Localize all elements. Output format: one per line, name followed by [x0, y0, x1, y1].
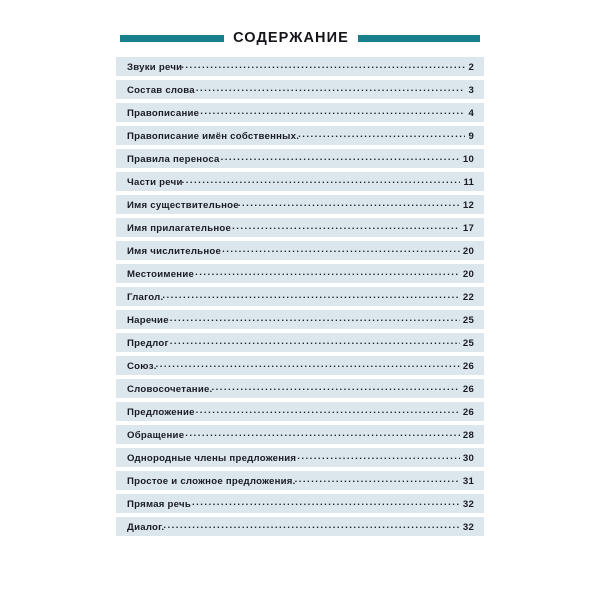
toc-entry-page-number: 2 — [468, 62, 474, 73]
toc-leader-dots — [182, 175, 461, 185]
toc-entry-page-number: 30 — [462, 453, 474, 464]
toc-entry-inner — [116, 497, 484, 510]
toc-entry-inner — [116, 474, 484, 487]
toc-entry-inner — [116, 451, 484, 464]
toc-entry[interactable] — [116, 356, 484, 375]
toc-entry-label: Простое и сложное предложения. — [127, 476, 296, 487]
toc-entry-page-number: 22 — [462, 292, 474, 303]
toc-leader-dots — [195, 267, 460, 277]
toc-entry-label: Правила переноса — [127, 154, 220, 165]
toc-leader-dots — [221, 152, 460, 162]
toc-entry-inner — [116, 382, 484, 395]
toc-entry-page-number: 25 — [462, 315, 474, 326]
toc-entry-inner — [116, 106, 484, 119]
toc-entry-label: Правописание имён собственных. — [127, 131, 300, 142]
toc-entry[interactable] — [116, 333, 484, 352]
toc-entry-page-number: 3 — [468, 85, 474, 96]
toc-entry-inner — [116, 405, 484, 418]
toc-entry[interactable] — [116, 172, 484, 191]
toc-entry-page-number: 31 — [462, 476, 474, 487]
toc-entry-inner — [116, 336, 484, 349]
toc-leader-dots — [156, 359, 460, 369]
toc-entry-page-number: 11 — [463, 177, 474, 188]
toc-entry-inner — [116, 129, 484, 142]
toc-leader-dots — [297, 451, 460, 461]
toc-leader-dots — [238, 198, 460, 208]
toc-entry-inner — [116, 198, 484, 211]
toc-entry-page-number: 32 — [462, 522, 474, 533]
toc-leader-dots — [222, 244, 460, 254]
toc-entry-inner — [116, 359, 484, 372]
toc-entry-inner — [116, 267, 484, 280]
toc-entry-page-number: 25 — [462, 338, 474, 349]
toc-entry-inner — [116, 60, 484, 73]
toc-entry-inner — [116, 221, 484, 234]
toc-entry-label: Правописание — [127, 108, 200, 119]
toc-entry[interactable] — [116, 448, 484, 467]
toc-entry[interactable] — [116, 264, 484, 283]
toc-entry-inner — [116, 175, 484, 188]
toc-entry-inner — [116, 152, 484, 165]
toc-entry-page-number: 26 — [462, 384, 474, 395]
toc-entry[interactable] — [116, 103, 484, 122]
toc-entry-inner — [116, 520, 484, 533]
toc-entry-label: Однородные члены предложения — [127, 453, 297, 464]
toc-entry-label: Союз. — [127, 361, 157, 372]
toc-entry-page-number: 9 — [468, 131, 474, 142]
toc-entry-label: Прямая речь — [127, 499, 191, 510]
toc-entry[interactable] — [116, 218, 484, 237]
toc-entry[interactable] — [116, 80, 484, 99]
toc-entry-label: Диалог. — [127, 522, 165, 533]
toc-entry-page-number: 26 — [462, 407, 474, 418]
toc-entry-page-number: 32 — [462, 499, 474, 510]
toc-entry[interactable] — [116, 471, 484, 490]
toc-entry[interactable] — [116, 287, 484, 306]
toc-entry-label: Предложение — [127, 407, 195, 418]
toc-entry-label: Имя прилагательное — [127, 223, 232, 234]
toc-entry-inner — [116, 83, 484, 96]
toc-entry[interactable] — [116, 517, 484, 536]
toc-leader-dots — [170, 336, 460, 346]
toc-entry-label: Наречие — [127, 315, 169, 326]
header-rule-left — [120, 35, 224, 42]
toc-entry-label: Состав слова — [127, 85, 195, 96]
toc-entry-label: Части речи — [127, 177, 183, 188]
toc-entry-inner — [116, 290, 484, 303]
toc-entry[interactable] — [116, 195, 484, 214]
toc-list — [116, 57, 484, 536]
toc-entry-label: Местоимение — [127, 269, 195, 280]
toc-entry-label: Имя числительное — [127, 246, 222, 257]
toc-entry-label: Обращение — [127, 430, 185, 441]
toc-entry-page-number: 17 — [462, 223, 474, 234]
toc-leader-dots — [295, 474, 460, 484]
toc-entry-page-number: 20 — [462, 246, 474, 257]
toc-leader-dots — [192, 497, 460, 507]
toc-leader-dots — [185, 428, 460, 438]
header-rule-right — [358, 35, 480, 42]
toc-entry-label: Словосочетание. — [127, 384, 213, 395]
toc-entry-page-number: 26 — [462, 361, 474, 372]
toc-entry-inner — [116, 428, 484, 441]
toc-leader-dots — [170, 313, 460, 323]
toc-entry[interactable] — [116, 149, 484, 168]
toc-entry-inner — [116, 244, 484, 257]
toc-entry-label: Звуки речи — [127, 62, 183, 73]
toc-leader-dots — [163, 520, 460, 530]
toc-leader-dots — [196, 83, 466, 93]
toc-entry[interactable] — [116, 402, 484, 421]
toc-entry-page-number: 12 — [462, 200, 474, 211]
toc-entry-page-number: 28 — [462, 430, 474, 441]
toc-entry[interactable] — [116, 379, 484, 398]
toc-leader-dots — [200, 106, 465, 116]
toc-leader-dots — [162, 290, 460, 300]
toc-entry-inner — [116, 313, 484, 326]
toc-leader-dots — [211, 382, 459, 392]
toc-entry[interactable] — [116, 126, 484, 145]
toc-leader-dots — [298, 129, 465, 139]
toc-entry-label: Предлог — [127, 338, 169, 349]
toc-entry-page-number: 20 — [462, 269, 474, 280]
page-title: СОДЕРЖАНИЕ — [233, 29, 349, 46]
toc-header — [116, 28, 484, 48]
toc-page — [116, 0, 484, 600]
toc-leader-dots — [232, 221, 460, 231]
toc-entry[interactable] — [116, 425, 484, 444]
toc-entry[interactable] — [116, 241, 484, 260]
toc-entry-label: Глагол. — [127, 292, 164, 303]
toc-entry[interactable] — [116, 494, 484, 513]
toc-entry-label: Имя существительное — [127, 200, 239, 211]
toc-leader-dots — [181, 60, 465, 70]
toc-leader-dots — [196, 405, 460, 415]
toc-entry[interactable] — [116, 57, 484, 76]
toc-entry-page-number: 4 — [468, 108, 474, 119]
toc-entry-page-number: 10 — [462, 154, 474, 165]
toc-entry[interactable] — [116, 310, 484, 329]
